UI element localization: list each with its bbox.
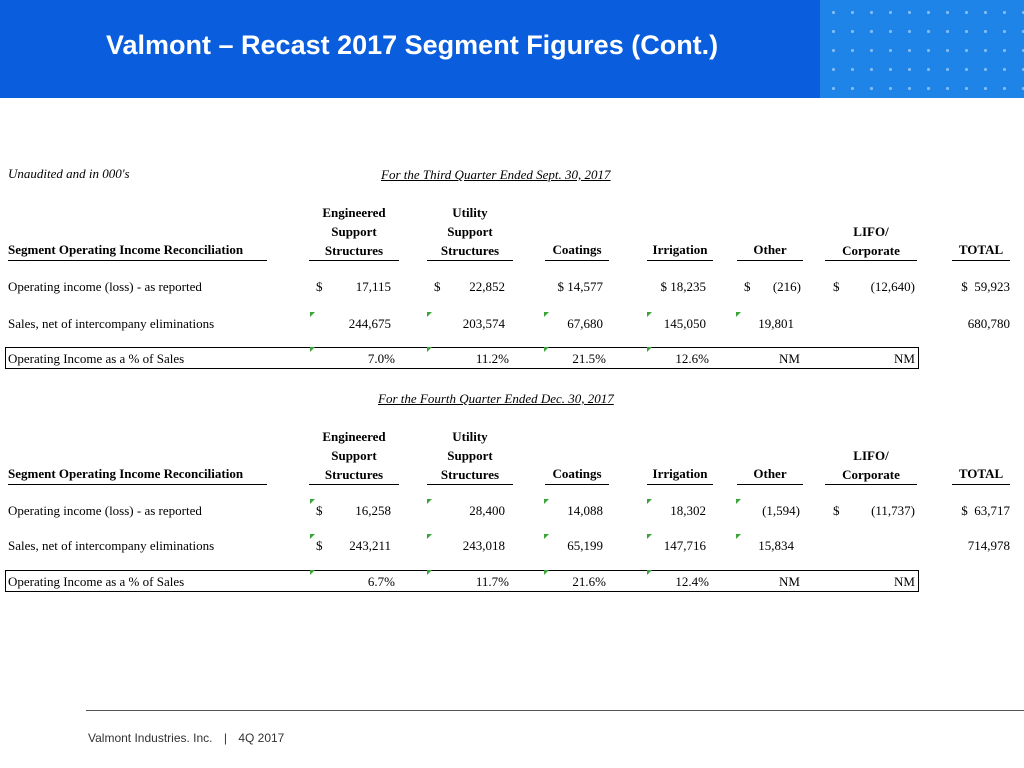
- table2-r1-ess-value: 16,258: [355, 503, 391, 518]
- cell-marker: [310, 534, 315, 539]
- table2-row-percent-label: Operating Income as a % of Sales: [8, 574, 185, 589]
- table2-r1-irrigation-value: 18,302: [670, 503, 706, 518]
- table1-col-ess-header: Engineered Support Structures: [322, 205, 386, 258]
- cell-marker: [427, 347, 432, 352]
- table2-col-ess-header: Engineered Support Structures: [322, 429, 386, 482]
- page-title: Valmont – Recast 2017 Segment Figures (Cont.): [106, 30, 719, 60]
- table1-col-lifo-underline: [825, 260, 917, 261]
- table1-r3-uss-value: 11.2%: [475, 351, 509, 366]
- table1-r2-uss-value: 203,574: [462, 316, 505, 331]
- table1-col-uss-underline: [427, 260, 513, 261]
- cell-marker: [427, 534, 432, 539]
- table1-r2-coatings-value: 67,680: [567, 316, 603, 331]
- cell-marker: [427, 570, 432, 575]
- table2-col-irrigation-underline: [647, 484, 713, 485]
- table2-r2-ess-value: 243,211: [349, 538, 391, 553]
- table2-r2-uss-value: 243,018: [462, 538, 505, 553]
- table2-r2-irrigation-value: 147,716: [663, 538, 706, 553]
- table1-r1-uss-value: 22,852: [469, 279, 505, 294]
- cell-marker: [647, 347, 652, 352]
- table2-section-underline: [8, 484, 267, 485]
- table2-col-lifo-underline: [825, 484, 917, 485]
- cell-marker: [544, 534, 549, 539]
- table2-col-coatings-header: Coatings: [552, 466, 602, 481]
- table2-r3-irrigation-value: 12.4%: [675, 574, 709, 589]
- table1-r1-lifo-currency: $: [833, 279, 840, 294]
- footer-company: Valmont Industries. Inc.: [88, 731, 213, 745]
- table1-r2-total-value: 680,780: [967, 316, 1010, 331]
- cell-marker: [647, 312, 652, 317]
- table1-section-underline: [8, 260, 267, 261]
- cell-marker: [647, 534, 652, 539]
- table2-col-ess-underline: [309, 484, 399, 485]
- header-dot-pattern: [820, 0, 1024, 98]
- table1-r3-other-value: NM: [779, 351, 800, 366]
- table2-r1-coatings-value: 14,088: [567, 503, 603, 518]
- cell-marker: [544, 347, 549, 352]
- cell-marker: [647, 499, 652, 504]
- table2-col-coatings-underline: [545, 484, 609, 485]
- table1-r1-total-value: $ 59,923: [961, 279, 1010, 294]
- table1-row-operating-income-label: Operating income (loss) - as reported: [8, 279, 202, 294]
- footer-separator: |: [223, 731, 227, 745]
- cell-marker: [310, 312, 315, 317]
- table2-r3-uss-value: 11.7%: [475, 574, 509, 589]
- table2-r1-lifo-value: (11,737): [871, 503, 915, 518]
- cell-marker: [544, 570, 549, 575]
- table1-col-other-header: Other: [753, 242, 787, 257]
- table2-section-label: Segment Operating Income Reconciliation: [8, 466, 244, 481]
- cell-marker: [427, 312, 432, 317]
- table1-col-total-header: TOTAL: [958, 242, 1004, 257]
- table2-col-irrigation-header: Irrigation: [652, 466, 708, 481]
- table1-r3-ess-value: 7.0%: [367, 351, 395, 366]
- table1-r1-ess-value: 17,115: [355, 279, 391, 294]
- table2-col-other-underline: [737, 484, 803, 485]
- table2-r3-coatings-value: 21.6%: [572, 574, 606, 589]
- cell-marker: [310, 570, 315, 575]
- table1-r1-uss-currency: $: [434, 279, 441, 294]
- table1-r1-coatings-value: $ 14,577: [557, 279, 603, 294]
- table2-r1-ess-currency: $: [316, 503, 323, 518]
- table1-r1-ess-currency: $: [316, 279, 323, 294]
- table1-r1-irrigation-value: $ 18,235: [660, 279, 706, 294]
- table2-col-uss-header: Utility Support Structures: [440, 429, 500, 482]
- table2-col-uss-underline: [427, 484, 513, 485]
- table2-r3-lifo-value: NM: [894, 574, 915, 589]
- cell-marker: [736, 499, 741, 504]
- table2-r2-coatings-value: 65,199: [567, 538, 603, 553]
- table1-col-other-underline: [737, 260, 803, 261]
- table2-row-operating-income-label: Operating income (loss) - as reported: [8, 503, 202, 518]
- table1-col-total-underline: [952, 260, 1010, 261]
- table1-period-heading: For the Third Quarter Ended Sept. 30, 2017: [381, 167, 611, 182]
- cell-marker: [310, 347, 315, 352]
- table1-col-uss-header: Utility Support Structures: [440, 205, 500, 258]
- cell-marker: [427, 499, 432, 504]
- table1-r3-coatings-value: 21.5%: [572, 351, 606, 366]
- table1-r3-irrigation-value: 12.6%: [675, 351, 709, 366]
- table2-row-sales-label: Sales, net of intercompany eliminations: [8, 538, 215, 553]
- table2-period-heading: For the Fourth Quarter Ended Dec. 30, 2017: [378, 391, 614, 406]
- table2-r3-ess-value: 6.7%: [367, 574, 395, 589]
- table2-col-lifo-header: LIFO/ Corporate: [842, 448, 900, 482]
- footer: [88, 731, 284, 745]
- cell-marker: [544, 499, 549, 504]
- cell-marker: [647, 570, 652, 575]
- table1-col-coatings-header: Coatings: [552, 242, 602, 257]
- table1-section-label: Segment Operating Income Reconciliation: [8, 242, 244, 257]
- table2-col-total-underline: [952, 484, 1010, 485]
- footer-divider: [86, 710, 1024, 711]
- cell-marker: [310, 499, 315, 504]
- cell-marker: [736, 312, 741, 317]
- table1-r2-ess-value: 244,675: [348, 316, 391, 331]
- table2-r1-lifo-currency: $: [833, 503, 840, 518]
- table1-col-irrigation-header: Irrigation: [652, 242, 708, 257]
- table1-row-sales-label: Sales, net of intercompany eliminations: [8, 316, 215, 331]
- table1-col-irrigation-underline: [647, 260, 713, 261]
- table2-r1-other-value: (1,594): [762, 503, 800, 518]
- footer-period: 4Q 2017: [238, 731, 285, 745]
- table1-r1-other-value: (216): [772, 279, 801, 294]
- table2-col-other-header: Other: [753, 466, 787, 481]
- table2-r3-other-value: NM: [779, 574, 800, 589]
- table1-col-ess-underline: [309, 260, 399, 261]
- cell-marker: [736, 534, 741, 539]
- table1-col-coatings-underline: [545, 260, 609, 261]
- table2-r2-ess-currency: $: [316, 538, 323, 553]
- cell-marker: [544, 312, 549, 317]
- table2-r2-total-value: 714,978: [967, 538, 1010, 553]
- table1-r1-other-currency: $: [744, 279, 751, 294]
- table2-r1-total-value: $ 63,717: [961, 503, 1010, 518]
- table2-col-total-header: TOTAL: [958, 466, 1004, 481]
- table2-r2-other-value: 15,834: [758, 538, 794, 553]
- table1-r2-irrigation-value: 145,050: [663, 316, 706, 331]
- table1-col-lifo-header: LIFO/ Corporate: [842, 224, 900, 258]
- table1-r2-other-value: 19,801: [758, 316, 794, 331]
- table1-r1-lifo-value: (12,640): [870, 279, 915, 294]
- table2-r1-uss-value: 28,400: [469, 503, 505, 518]
- unit-note: Unaudited and in 000's: [8, 166, 130, 181]
- table1-r3-lifo-value: NM: [894, 351, 915, 366]
- table1-row-percent-label: Operating Income as a % of Sales: [8, 351, 185, 366]
